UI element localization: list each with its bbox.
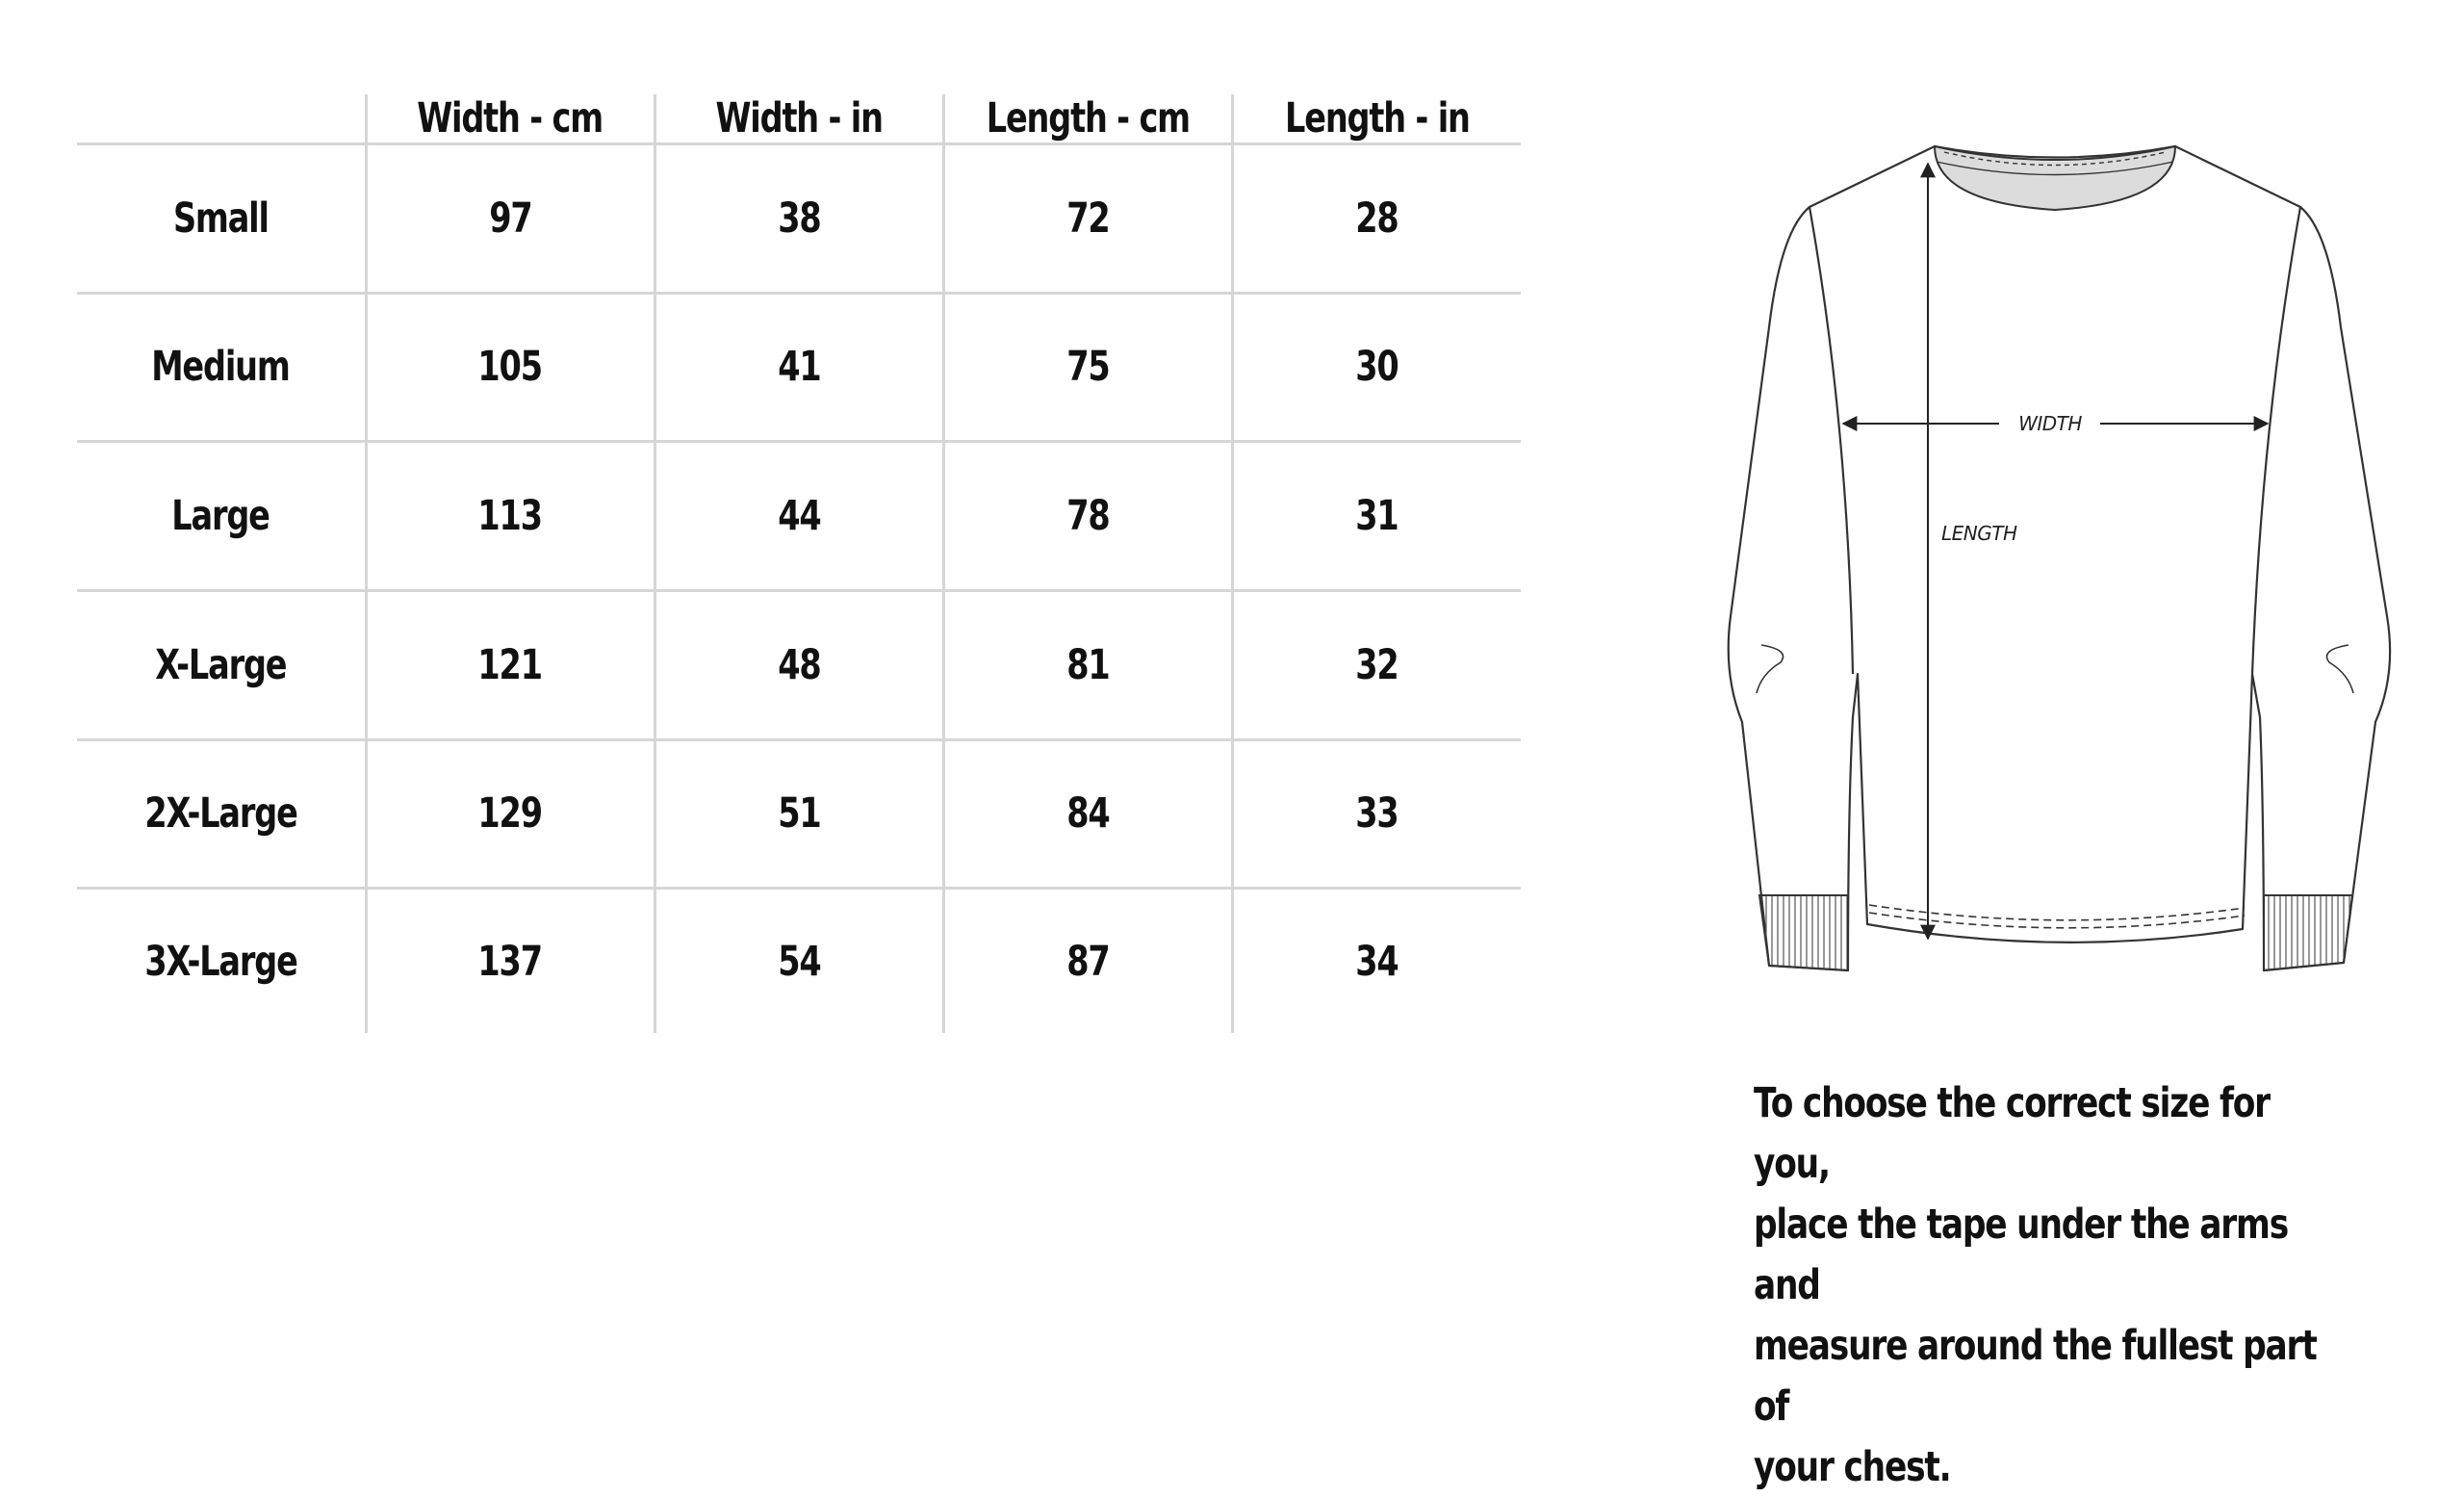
size-chart-table (77, 94, 1521, 1033)
width-in-cell: 44 (654, 442, 943, 591)
table-header-row (77, 94, 1521, 144)
length-in-cell: 33 (1232, 739, 1521, 889)
length-in-cell: 32 (1232, 590, 1521, 739)
length-in-cell: 28 (1232, 144, 1521, 294)
length-cm-cell: 81 (943, 590, 1232, 739)
instruction-line: To choose the correct size for you, (1754, 1079, 2270, 1188)
width-cm-cell: 97 (366, 144, 654, 294)
width-cm-cell: 137 (366, 889, 654, 1033)
size-label: 3X-Large (77, 889, 366, 1033)
length-cm-cell: 84 (943, 739, 1232, 889)
width-cm-cell: 113 (366, 442, 654, 591)
table-row (77, 442, 1521, 591)
width-in-cell: 41 (654, 293, 943, 442)
size-label: X-Large (77, 590, 366, 739)
table-row (77, 590, 1521, 739)
sizing-instructions (1754, 1073, 2339, 1498)
shirt-measurement-diagram (1656, 135, 2406, 1001)
length-label: LENGTH (1941, 522, 2017, 545)
length-cm-cell: 87 (943, 889, 1232, 1033)
width-cm-cell: 105 (366, 293, 654, 442)
table-row (77, 144, 1521, 294)
size-label: Small (77, 144, 366, 294)
length-in-cell: 34 (1232, 889, 1521, 1033)
instruction-line: measure around the fullest part of (1754, 1322, 2317, 1431)
width-in-cell: 48 (654, 590, 943, 739)
width-in-cell: 38 (654, 144, 943, 294)
length-in-cell: 30 (1232, 293, 1521, 442)
header-corner (77, 94, 366, 144)
table-row (77, 739, 1521, 889)
length-in-cell: 31 (1232, 442, 1521, 591)
table-row (77, 889, 1521, 1033)
length-cm-cell: 78 (943, 442, 1232, 591)
table-row (77, 293, 1521, 442)
width-cm-cell: 121 (366, 590, 654, 739)
length-cm-cell: 72 (943, 144, 1232, 294)
width-cm-cell: 129 (366, 739, 654, 889)
size-label: Medium (77, 293, 366, 442)
header-length-cm: Length - cm (943, 94, 1232, 144)
width-in-cell: 51 (654, 739, 943, 889)
instruction-line: place the tape under the arms and (1754, 1201, 2288, 1309)
header-width-cm: Width - cm (366, 94, 654, 144)
width-label: WIDTH (2018, 412, 2082, 435)
instruction-line: your chest. (1754, 1443, 1951, 1491)
size-label: Large (77, 442, 366, 591)
header-length-in: Length - in (1232, 94, 1521, 144)
header-width-in: Width - in (654, 94, 943, 144)
width-in-cell: 54 (654, 889, 943, 1033)
length-cm-cell: 75 (943, 293, 1232, 442)
size-label: 2X-Large (77, 739, 366, 889)
shirt-outline (1729, 146, 2390, 970)
